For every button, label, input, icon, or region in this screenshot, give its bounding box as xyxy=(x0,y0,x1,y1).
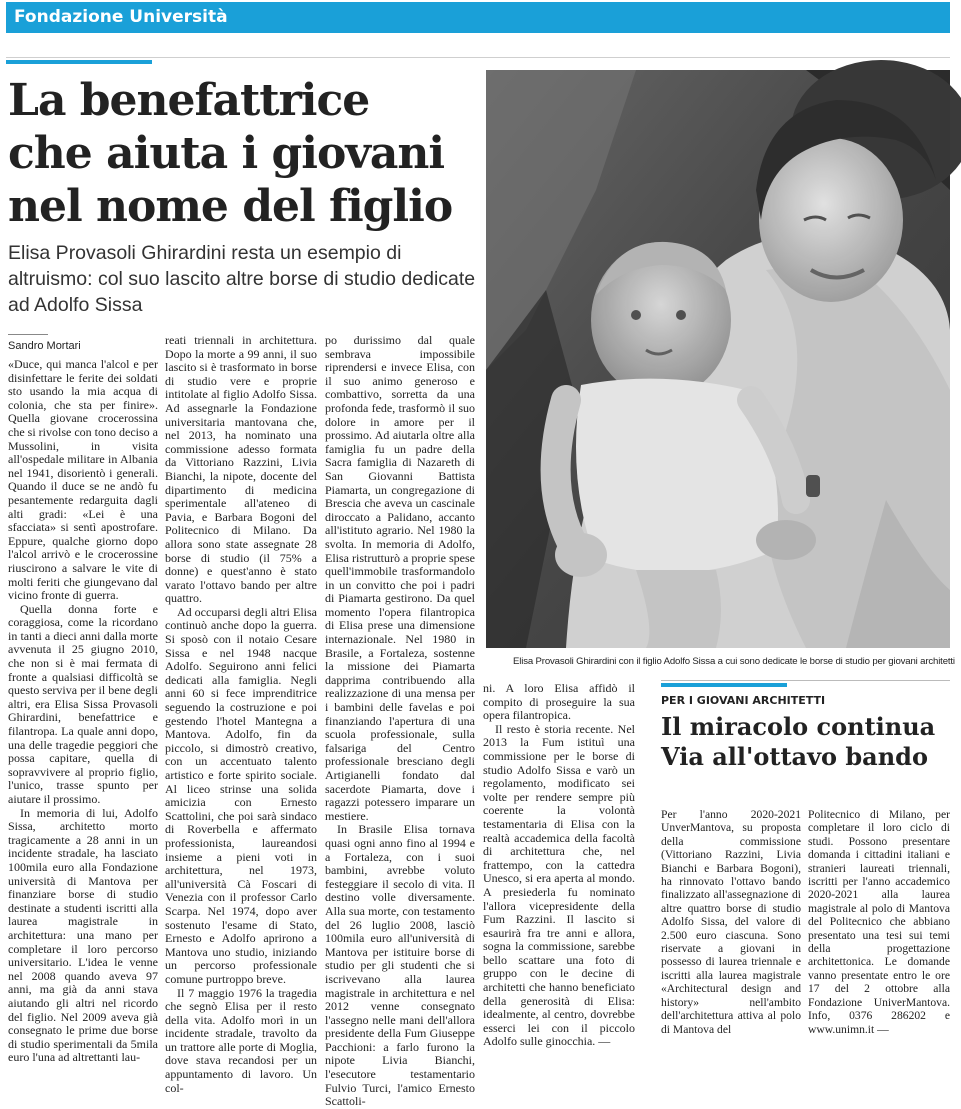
sidebar-column-1 xyxy=(661,808,801,1036)
accent-bar xyxy=(6,60,152,64)
photo-caption: Elisa Provasoli Ghirardini con il figlio Adolfo Sissa a cui sono dedicate le borse di studio per giovani architetti xyxy=(513,656,955,667)
article-column-2 xyxy=(165,333,317,1095)
article-column-4 xyxy=(483,681,635,1049)
sidebar-accent-bar xyxy=(661,683,787,687)
sidebar-column-2 xyxy=(808,808,950,1036)
paragraph: Ad occuparsi degli altri Elisa continuò anche dopo la guerra. Si sposò con il notaio Cesare Sissa e nel 1948 nacque Adolfo. Seguirono anni felici dedicati alla famiglia. Negli anni 60 si fece imprenditrice seguendo la costruzione e poi gestendo l'hotel Mantegna a Mantova. Adolfo, fin da piccolo, si dimostrò creativo, con un accentuato talento artistico e forte spirito sociale. Al liceo strinse una solida amicizia con Ernesto Scattolini, che poi sarà sindaco di Roverbella e affermato professionista, laureandosi insieme a pieni voti in architettura, nel 1973, all'università Cà Foscari di Venezia con il professor Carlo Scarpa. Nel 1974, dopo aver sostenuto l'esame di Stato, Ernesto e Adolfo aprirono a Mantova uno studio, iniziando un percorso professionale comune purtroppo breve. xyxy=(165,604,317,986)
paragraph: po durissimo dal quale sembrava impossibile riprendersi e invece Elisa, con il suo animo generoso e combattivo, sorretta da una profonda fede, trasformò il suo dolore in amore per il prossimo. Ad aiutarla oltre alla famiglia fu un padre della Sacra famiglia di Nazareth di San Giovanni Battista Piamarta, un congregazione di Brescia che aveva un cascinale diroccato a Palidano, accanto all'istituto agrario. Nel 1980 la svolta. In memoria di Adolfo, Elisa ristrutturò a proprie spese quell'immobile trasformandolo in un convitto che poi i padri di Piamarta gestirono. Da quel momento l'opera filantropica di Elisa prese una dimensione internazionale. Nel 1980 in Brasile, a Fortaleza, sostenne la missione dei Piamarta dapprima contribuendo alla realizzazione di una mensa per i bambini delle favelas e poi finanziando l'apertura di una scuola professionale, sulla falsariga del Centro professionale bresciano degli Artigianelli fondato dal sacerdote Piamarta, dove i ragazzi potessero imparare un mestiere. xyxy=(325,333,475,823)
author-byline: Sandro Mortari xyxy=(8,340,81,352)
byline-divider xyxy=(8,334,48,335)
headline-line: che aiuta i giovani xyxy=(8,128,445,179)
paragraph: In Brasile Elisa tornava quasi ogni anno fino al 1994 e a Fortaleza, con i suoi bambini, avrebbe voluto festeggiare il secolo di vita. Il destino volle diversamente. Alla sua morte, con testamento del 26 luglio 2008, lasciò 100mila euro all'università di Mantova per istituire borse di studio per gli studenti che si iscrivevano alla laurea magistrale in architettura e nel 2012 venne consegnato l'assegno nelle mani dell'allora presidente della Fum Giuseppe Pacchioni: a farlo furono la nipote Livia Bianchi, l'esecutore testamentario Fulvio Turci, l'amico Ernesto Scattoli- xyxy=(325,822,475,1109)
sidebar-divider xyxy=(661,680,950,681)
sidebar-title-line: Il miracolo continua xyxy=(661,712,936,741)
paragraph: reati triennali in architettura. Dopo la morte a 99 anni, il suo lascito si è trasformato in borse di studio vere e proprie intitolate al figlio Adolfo Sissa. Ad assegnarle la Fondazione universitaria mantovana che, nel 2013, ha nominato una commissione adesso formata da Vittoriano Razzini, Livia Bianchi, la nipote, docente del dipartimento di medicina sperimentale all'ateneo di Pavia, e Barbara Bogoni del Politecnico di Milano. Da allora sono state assegnate 28 borse di studio (il 75% a donne) e quest'anno è stato varato l'ottavo bando per altre quattro. xyxy=(165,333,317,606)
paragraph: Per l'anno 2020-2021 UnverMantova, su proposta della commissione (Vittoriano Razzini, Livia Bianchi e Barbara Bogoni), ha rinnovato l'ottavo bando finalizzato all'assegnazione di altre quattro borse di studio Adolfo Sissa, del valore di 2.500 euro ciascuna. Sono riservate a giovani in possesso di laurea triennale e iscritti alla laurea magistrale «Architectural design and history» nell'ambito dell'architettura attiva al polo di Mantova del xyxy=(661,808,801,1036)
paragraph: Il resto è storia recente. Nel 2013 la Fum istituì una commissione per le borse di studio Adolfo Sissa e varò un regolamento, modificato sei volte per rendere sempre più coerente la volontà testamentaria di Elisa con la realtà accademica della facoltà di architettura che, nel frattempo, con la cattedra Unesco, si era aperta al mondo. A presiederla fu nominato l'allora vicepresidente della Fum Razzini. Il lascito si esaurirà fra tre anni e allora, sogna la commissione, sarebbe bello scattare una foto di gruppo con le decine di architetti che hanno beneficiato della generosità di Elisa: idealmente, al centro, dovrebbe esserci lei con il piccolo Adolfo sulle ginocchia. — xyxy=(483,721,635,1049)
paragraph: Politecnico di Milano, per completare il loro ciclo di studi. Possono presentare domanda i cittadini italiani e stranieri laureati triennali, iscritti per l'anno accademico 2020-2021 alla laurea magistrale al polo di Mantova del Politecnico che abbiano presentato una tesi sui temi della progettazione architettonica. Le domande vanno presentate entro le ore 17 del 2 ottobre alla Fondazione UniverMantova. Info, 0376 286202 e www.unimn.it — xyxy=(808,808,950,1036)
sidebar-kicker: PER I GIOVANI ARCHITETTI xyxy=(661,694,826,707)
section-header: Fondazione Università xyxy=(6,2,950,33)
paragraph: «Duce, qui manca l'alcol e per disinfettare le ferite dei soldati sto usando la mia acqua di colonia, che sta per finire». Quella giovane crocerossina che si rivolse con tono deciso a Mussolini, in visita all'ospedale militare in Albania nel 1941, disorientò i generali. Quando il duce se ne andò fu pesantemente redarguita dagli alti gradi: «Lei è una sfacciata» si sentì apostrofare. Eppure, qualche giorno dopo l'alcol arrivò e le crocerossine riuscirono a salvare le vite di molti feriti che giungevano dal vicino fronte di guerra. xyxy=(8,357,158,603)
paragraph: In memoria di lui, Adolfo Sissa, architetto morto tragicamente a 28 anni in un incidente stradale, ha lasciato 100mila euro alla Fondazione università di Mantova per finanziare borse di studio destinate a studenti iscritti alla laurea magistrale in architettura: una mano per completare il loro percorso universitario. L'idea le venne nel 2008 quando aveva 97 anni, ma già da anni stava aiutando gli altri nel ricordo del figlio. Nel 2009 aveva già consegnato le prime due borse di studio sperimentali da 5mila euro l'una ad altrettanti lau- xyxy=(8,805,158,1065)
sidebar-title xyxy=(661,712,950,772)
subheadline: Elisa Provasoli Ghirardini resta un esempio di altruismo: col suo lascito altre borse di studio dedicate ad Adolfo Sissa xyxy=(8,242,476,316)
headline-line: nel nome del figlio xyxy=(8,181,453,232)
paragraph: ni. A loro Elisa affidò il compito di proseguire la sua opera filantropica. xyxy=(483,681,635,723)
portrait-photo xyxy=(486,70,950,648)
article-column-1 xyxy=(8,357,158,1065)
mother-and-child-photo-illustration xyxy=(486,70,950,648)
paragraph: Quella donna forte e coraggiosa, come la ricordano in tanti a dieci anni dalla morte avvenuta il 25 giugno 2010, che non si è mai fermata di fronte a qualsiasi difficoltà se questo serviva per il bene degli altri, era Elisa Sissa Provasoli Ghirardini, benefattrice e filantropa. La quale anni dopo, una delle tragedie peggiori che possa capitare, quella di sopravvivere al proprio figlio, l'unico, trasse spunto per aiutare il prossimo. xyxy=(8,601,158,806)
headline xyxy=(8,74,478,233)
headline-line: La benefattrice xyxy=(8,75,370,126)
paragraph: Il 7 maggio 1976 la tragedia che segnò Elisa per il resto della vita. Adolfo morì in un incidente stradale, travolto da un trattore alle porte di Moglia, dove stava recandosi per un appuntamento di lavoro. Un col- xyxy=(165,985,317,1095)
sidebar-title-line: Via all'ottavo bando xyxy=(661,742,928,771)
header-divider xyxy=(6,57,950,58)
article-column-3 xyxy=(325,333,475,1109)
